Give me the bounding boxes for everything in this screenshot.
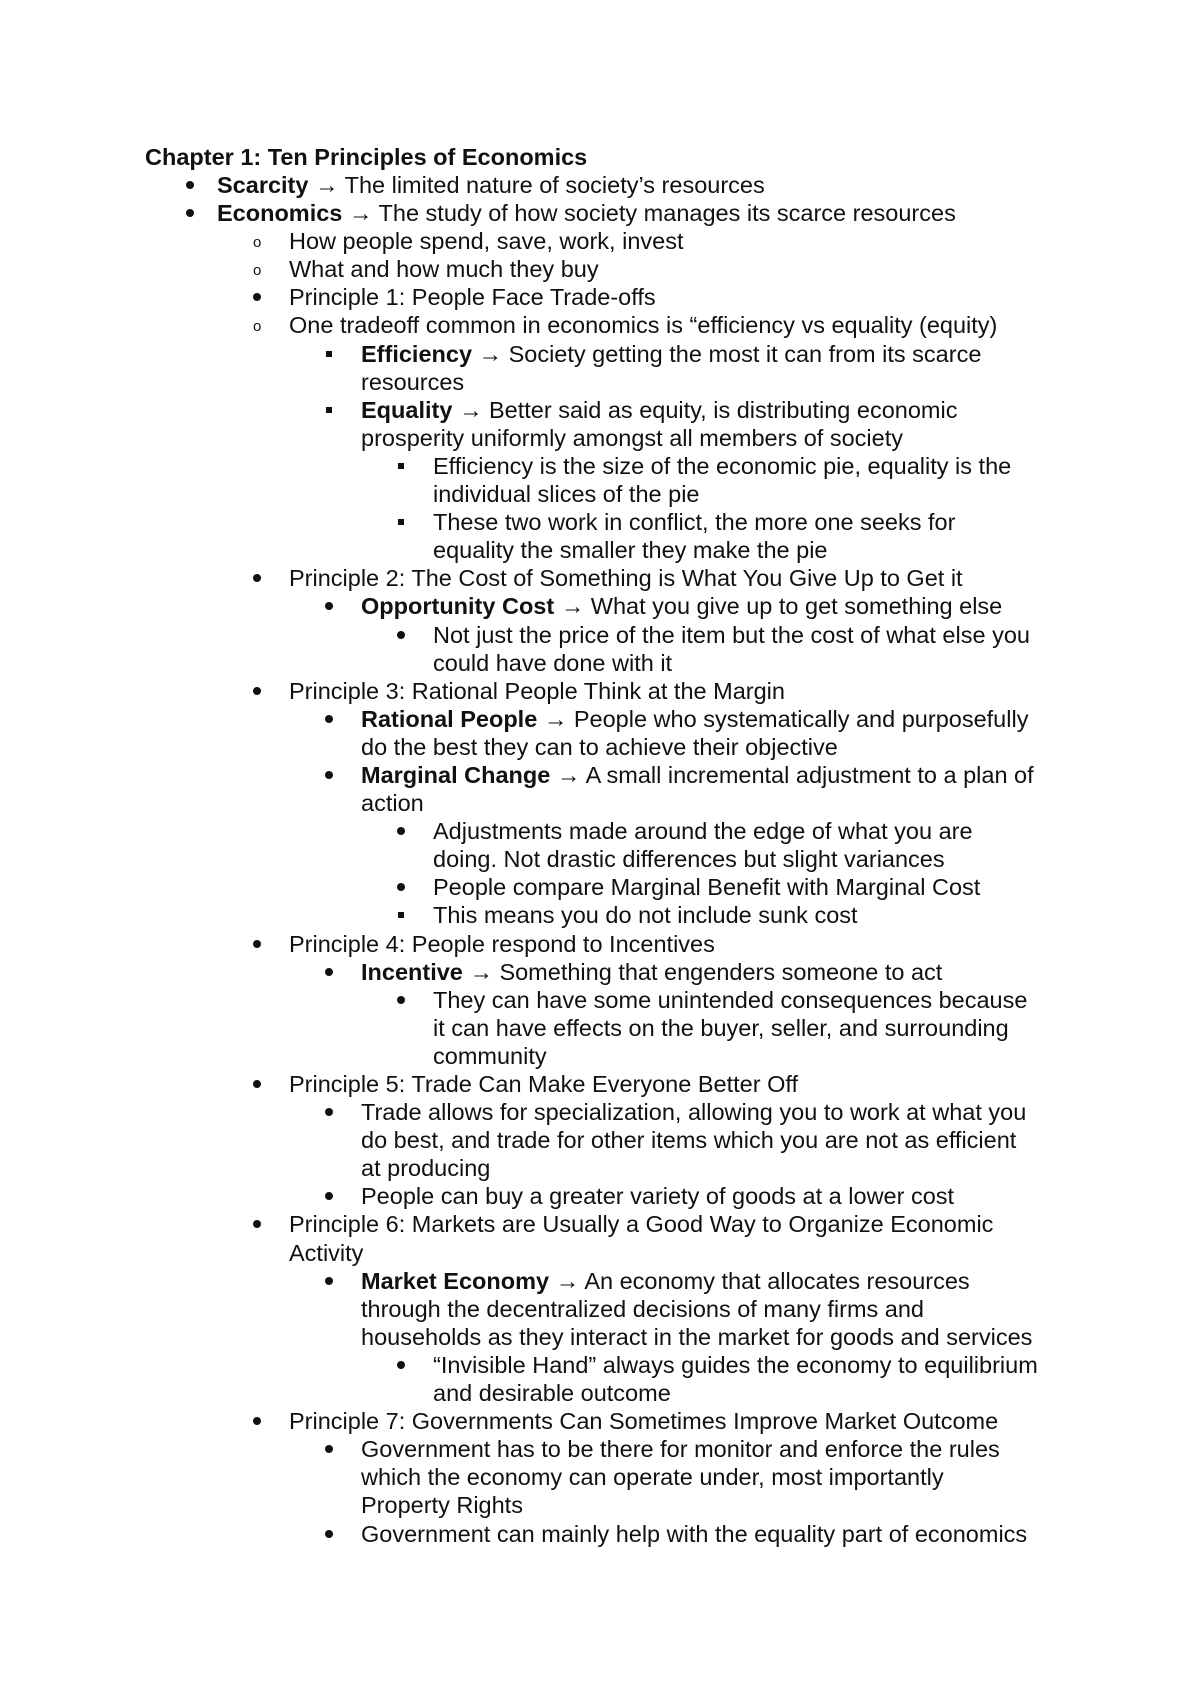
list-item-line (0, 705, 1200, 733)
arrow-icon: → (537, 705, 574, 732)
definition-text: resources (361, 368, 465, 395)
list-item-line (0, 508, 1200, 536)
definition-text: do best, and trade for other items which you are not as efficient (361, 1127, 1017, 1154)
term-label: Efficiency (361, 340, 473, 367)
list-item-text (361, 1295, 924, 1323)
term-label: Scarcity (217, 172, 309, 198)
list-item-text (433, 1014, 1009, 1042)
list-item-text (361, 592, 1002, 620)
definition-text: and desirable outcome (433, 1380, 671, 1407)
list-item-line (0, 733, 1200, 761)
list-item-line (0, 1323, 1200, 1351)
definition-text: Society getting the most it can from its scarce (508, 340, 982, 367)
list-item-text (433, 480, 700, 508)
definition-text: community (433, 1042, 547, 1069)
definition-text: People can buy a greater variety of goods at a lower cost (361, 1183, 955, 1210)
list-item-line (0, 1182, 1200, 1210)
list-item-line (0, 171, 1200, 199)
list-item-text (289, 311, 997, 339)
list-item-line (0, 1210, 1200, 1238)
arrow-icon: → (342, 200, 379, 227)
definition-text: This means you do not include sunk cost (433, 902, 858, 929)
list-item-line (0, 789, 1200, 817)
outline-list (0, 171, 1200, 1548)
definition-text: Better said as equity, is distributing economic (488, 396, 958, 423)
list-item-line (0, 845, 1200, 873)
term-label: Market Economy (361, 1267, 550, 1294)
definition-text: equality the smaller they make the pie (433, 537, 828, 564)
arrow-icon: → (452, 396, 489, 423)
definition-text: The study of how society manages its scarce resources (378, 200, 956, 227)
definition-text: What you give up to get something else (590, 593, 1003, 620)
definition-text: Principle 5: Trade Can Make Everyone Better Off (289, 1071, 798, 1097)
list-item-text (289, 1070, 798, 1098)
definition-text: The limited nature of society’s resources (344, 172, 765, 198)
arrow-icon: → (472, 340, 509, 367)
definition-text: Principle 6: Markets are Usually a Good Way to Organize Economic (289, 1211, 994, 1238)
list-item-text (433, 1379, 671, 1407)
list-item-text (361, 761, 1034, 789)
definition-text: What and how much they buy (289, 256, 599, 283)
list-item-line (0, 986, 1200, 1014)
list-item-text (217, 171, 765, 199)
definition-text: “Invisible Hand” always guides the economy to equilibrium (433, 1351, 1038, 1378)
term-label: Rational People (361, 705, 538, 732)
list-item-line (0, 227, 1200, 255)
definition-text: Principle 4: People respond to Incentives (289, 930, 715, 957)
list-item-line (0, 1098, 1200, 1126)
definition-text: Principle 7: Governments Can Sometimes Improve Market Outcome (289, 1408, 999, 1435)
list-item-text (289, 283, 656, 311)
definition-text: Something that engenders someone to act (499, 958, 943, 985)
list-item-line (0, 1351, 1200, 1379)
list-item-text (361, 1267, 970, 1295)
list-item-line (0, 1407, 1200, 1435)
term-label: Marginal Change (361, 761, 551, 788)
list-item-line (0, 1295, 1200, 1323)
definition-text: An economy that allocates resources (584, 1267, 970, 1294)
list-item-text (361, 789, 424, 817)
definition-text: Efficiency is the size of the economic pie, equality is the (433, 452, 1012, 479)
definition-text: Government can mainly help with the equality part of economics (361, 1520, 1028, 1547)
definition-text: Adjustments made around the edge of what you are (433, 818, 973, 845)
list-item-text (433, 536, 828, 564)
list-item-text (433, 986, 1027, 1014)
list-item-line (0, 1070, 1200, 1098)
list-item-line (0, 480, 1200, 508)
list-item-text (361, 1182, 954, 1210)
list-item-line (0, 199, 1200, 227)
list-item-line (0, 283, 1200, 311)
list-item-text (361, 396, 957, 424)
list-item-text (361, 1098, 1026, 1126)
definition-text: Principle 1: People Face Trade-offs (289, 284, 656, 311)
list-item-line (0, 592, 1200, 620)
list-item-line (0, 536, 1200, 564)
term-label: Opportunity Cost (361, 593, 555, 620)
list-item-line (0, 255, 1200, 283)
list-item-text (361, 733, 838, 761)
list-item-text (289, 1407, 998, 1435)
definition-text: individual slices of the pie (433, 481, 700, 508)
list-item-line (0, 1520, 1200, 1548)
arrow-icon: → (549, 1267, 585, 1294)
term-label: Incentive (361, 958, 463, 985)
list-item-text (361, 340, 981, 368)
list-item-line (0, 1435, 1200, 1463)
definition-text: action (361, 790, 424, 817)
definition-text: do the best they can to achieve their objective (361, 733, 838, 760)
list-item-text (289, 255, 599, 283)
list-item-line (0, 873, 1200, 901)
term-label: Equality (361, 396, 453, 423)
list-item-text (433, 901, 858, 929)
list-item-line (0, 424, 1200, 452)
list-item-text (361, 705, 1028, 733)
list-item-text (289, 1239, 363, 1267)
list-item-text (289, 677, 785, 705)
arrow-icon: → (308, 172, 345, 198)
definition-text: could have done with it (433, 649, 673, 676)
arrow-icon: → (462, 958, 500, 985)
list-item-text (433, 1042, 547, 1070)
definition-text: A small incremental adjustment to a plan of (585, 761, 1034, 788)
definition-text: through the decentralized decisions of many firms and (361, 1295, 925, 1322)
list-item-line (0, 368, 1200, 396)
list-item-text (433, 621, 1030, 649)
list-item-line (0, 649, 1200, 677)
definition-text: which the economy can operate under, most importantly (361, 1464, 944, 1491)
list-item-line (0, 1379, 1200, 1407)
list-item-line (0, 1239, 1200, 1267)
list-item-text (361, 1323, 1032, 1351)
list-item-text (217, 199, 956, 227)
definition-text: Government has to be there for monitor and enforce the rules (361, 1436, 1000, 1463)
definition-text: at producing (361, 1155, 491, 1182)
list-item-line (0, 452, 1200, 480)
arrow-icon: → (550, 761, 586, 788)
list-item-line (0, 1491, 1200, 1519)
definition-text: Trade allows for specialization, allowing you to work at what you (361, 1099, 1027, 1126)
list-item-text (433, 845, 945, 873)
list-item-line (0, 901, 1200, 929)
list-item-line (0, 958, 1200, 986)
list-item-text (433, 452, 1011, 480)
list-item-text (361, 1520, 1027, 1548)
list-item-line (0, 396, 1200, 424)
definition-text: Principle 3: Rational People Think at the Margin (289, 677, 785, 704)
list-item-line (0, 1267, 1200, 1295)
definition-text: One tradeoff common in economics is “efficiency vs equality (equity) (289, 312, 998, 339)
definition-text: it can have effects on the buyer, seller, and surrounding (433, 1014, 1009, 1041)
list-item-text (289, 227, 684, 255)
page-title: Chapter 1: Ten Principles of Economics (145, 144, 588, 170)
list-item-text (433, 817, 973, 845)
definition-text: These two work in conflict, the more one seeks for (433, 509, 956, 536)
definition-text: doing. Not drastic differences but slight variances (433, 846, 945, 873)
list-item-line (0, 1014, 1200, 1042)
list-item-line (0, 677, 1200, 705)
list-item-line (0, 621, 1200, 649)
definition-text: They can have some unintended consequences because (433, 986, 1028, 1013)
definition-text: households as they interact in the market for goods and services (361, 1323, 1033, 1350)
list-item-text (433, 873, 980, 901)
definition-text: People who systematically and purposefully (573, 705, 1029, 732)
list-item-text (433, 508, 955, 536)
list-item-line (0, 564, 1200, 592)
list-item-text (361, 1491, 523, 1519)
list-item-text (361, 1463, 944, 1491)
list-item-line (0, 817, 1200, 845)
list-item-line (0, 1463, 1200, 1491)
list-item-text (361, 1435, 1000, 1463)
list-item-line (0, 1042, 1200, 1070)
term-label: Economics (217, 200, 343, 227)
list-item-text (361, 1154, 490, 1182)
definition-text: prosperity uniformly amongst all members of society (361, 424, 904, 451)
arrow-icon: → (554, 593, 591, 620)
list-item-line (0, 761, 1200, 789)
definition-text: Property Rights (361, 1492, 523, 1519)
list-item-text (433, 1351, 1038, 1379)
list-item-text (433, 649, 672, 677)
list-item-text (361, 958, 942, 986)
list-item-text (289, 1210, 993, 1238)
list-item-text (289, 564, 963, 592)
list-item-line (0, 1154, 1200, 1182)
list-item-text (361, 368, 464, 396)
list-item-line (0, 1126, 1200, 1154)
list-item-line (0, 930, 1200, 958)
definition-text: People compare Marginal Benefit with Marginal Cost (433, 874, 981, 901)
definition-text: Principle 2: The Cost of Something is What You Give Up to Get it (289, 565, 963, 592)
list-item-text (361, 1126, 1016, 1154)
list-item-line (0, 340, 1200, 368)
definition-text: Not just the price of the item but the cost of what else you (433, 621, 1030, 648)
list-item-line (0, 311, 1200, 339)
list-item-text (289, 930, 715, 958)
list-item-text (361, 424, 903, 452)
definition-text: How people spend, save, work, invest (289, 228, 684, 255)
definition-text: Activity (289, 1239, 364, 1266)
